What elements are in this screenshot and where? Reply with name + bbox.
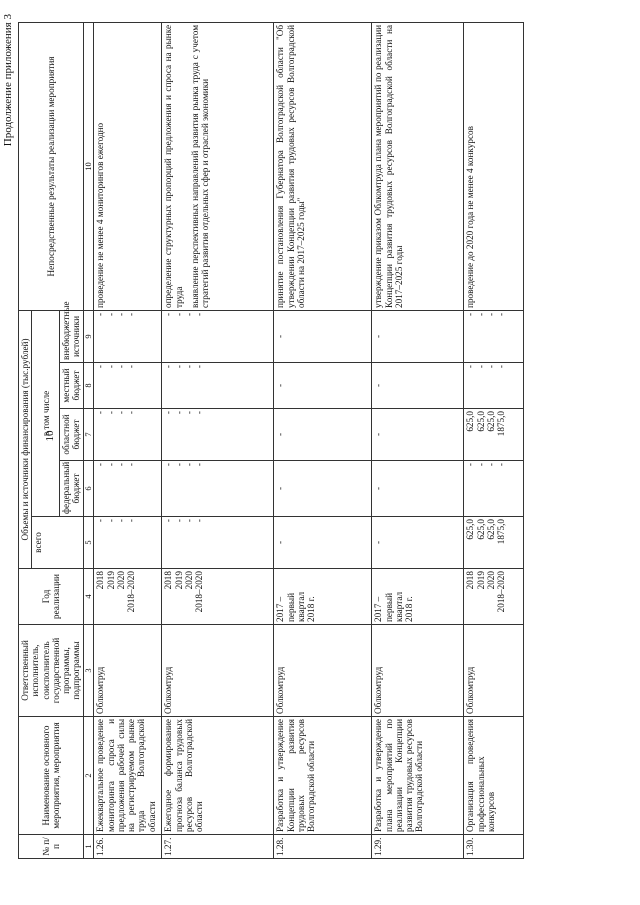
row-num: 1.27.: [162, 835, 274, 859]
header-num: № п/п: [19, 835, 84, 859]
col-number: 4: [83, 569, 94, 625]
result-text: утверждение приказом Облкомтруда плана мероприятий по реализации Концепции развития трудовых ресурсов Волгоградской области на 2017–2025 годы: [373, 24, 404, 308]
row-regional: -: [274, 409, 372, 461]
header-regional: областной бюджет: [60, 409, 84, 461]
row-years: 2017 – первый квартал 2018 г.: [372, 569, 464, 625]
result-text: проведение не менее 4 мониторингов ежегодно: [95, 122, 106, 308]
appendix-title: Продолжение приложения 3: [2, 14, 14, 147]
row-local: - - - -: [162, 363, 274, 409]
table-row: [94, 22, 162, 858]
row-name: Ежегодное формирование прогноза баланса трудовых ресурсов Волгоградской области: [162, 717, 274, 835]
row-total: -: [372, 517, 464, 569]
col-number: 6: [83, 461, 94, 517]
column-number-row: [83, 22, 94, 858]
row-federal: - - - -: [94, 461, 162, 517]
row-total: 625,0 625,0 625,0 1875,0: [464, 517, 524, 569]
row-federal: -: [372, 461, 464, 517]
header-federal: федеральный бюджет: [60, 461, 84, 517]
table-body: [94, 22, 524, 858]
row-results: [94, 22, 162, 310]
col-number: 7: [83, 409, 94, 461]
row-local: - - - -: [464, 363, 524, 409]
row-total: -: [274, 517, 372, 569]
table-row: [464, 22, 524, 858]
row-name: Организация проведения профессиональных конкурсов: [464, 717, 524, 835]
col-number: 1: [83, 835, 94, 859]
row-results: [464, 22, 524, 310]
row-results: [274, 22, 372, 310]
table-row: [274, 22, 372, 858]
row-executor: Облкомтруд: [94, 625, 162, 717]
row-name: Разработка и утверждение Концепции развития трудовых ресурсов Волгоградской области: [274, 717, 372, 835]
row-name: Разработка и утверждение плана мероприятий по реализации Концепции развития трудовых ресурсов Волгоградской области: [372, 717, 464, 835]
row-regional: -: [372, 409, 464, 461]
col-number: 5: [83, 517, 94, 569]
col-number: 10: [83, 22, 94, 310]
row-years: 2018 2019 2020 2018–2020: [94, 569, 162, 625]
row-total: - - - -: [162, 517, 274, 569]
row-executor: Облкомтруд: [162, 625, 274, 717]
row-local: -: [274, 363, 372, 409]
row-federal: - - - -: [464, 461, 524, 517]
header-results: Непосредственные результаты реализации мероприятия: [19, 22, 84, 310]
result-text: выявление перспективных направлений развития рынка труда с учетом стратегий развития отдельных сфер и отраслей экономики: [189, 24, 211, 308]
row-offbudget: - - - -: [162, 310, 274, 362]
col-number: 9: [83, 310, 94, 362]
header-funding: Объемы и источники финансирования (тыс.рублей): [19, 310, 32, 568]
row-regional: - - - -: [162, 409, 274, 461]
program-table: [18, 22, 524, 859]
col-number: 8: [83, 363, 94, 409]
row-local: -: [372, 363, 464, 409]
header-year: Год реализации: [19, 569, 84, 625]
col-number: 2: [83, 717, 94, 835]
col-number: 3: [83, 625, 94, 717]
row-local: - - - -: [94, 363, 162, 409]
result-text: определение структурных пропорций предложения и спроса на рынке труда: [163, 24, 184, 308]
row-regional: - - - -: [94, 409, 162, 461]
result-text: принятие постановления Губернатора Волгоградской области "Об утверждении Концепции развития трудовых ресурсов Волгоградской области на 2017–2025 годы": [275, 24, 306, 308]
table-row: [162, 22, 274, 858]
row-federal: - - - -: [162, 461, 274, 517]
row-offbudget: -: [274, 310, 372, 362]
row-years: 2018 2019 2020 2018–2020: [464, 569, 524, 625]
row-num: 1.28.: [274, 835, 372, 859]
table-row: [372, 22, 464, 858]
row-years: 2018 2019 2020 2018–2020: [162, 569, 274, 625]
result-text: проведение до 2020 года не менее 4 конкурсов: [465, 126, 476, 308]
row-federal: -: [274, 461, 372, 517]
row-name: Ежеквартальное проведение мониторинга спроса и предложения рабочей силы на регистрируемом рынке труда Волгоградской области: [94, 717, 162, 835]
header-total: всего: [32, 517, 83, 569]
header-incl: в том числе: [32, 310, 60, 516]
row-num: 1.29.: [372, 835, 464, 859]
row-offbudget: - - - -: [464, 310, 524, 362]
header-name: Наименование основного мероприятия, мероприятия: [19, 717, 84, 835]
header-executor: Ответственный исполнитель, соисполнитель государственной программы, подпрограммы: [19, 625, 84, 717]
row-regional: 625,0 625,0 625,0 1875,0: [464, 409, 524, 461]
row-executor: Облкомтруд: [372, 625, 464, 717]
row-years: 2017 – первый квартал 2018 г.: [274, 569, 372, 625]
row-executor: Облкомтруд: [274, 625, 372, 717]
row-results: [162, 22, 274, 310]
row-offbudget: - - - -: [94, 310, 162, 362]
page-number: 10: [44, 430, 56, 442]
row-results: [372, 22, 464, 310]
header-local: местный бюджет: [60, 363, 84, 409]
row-offbudget: -: [372, 310, 464, 362]
row-num: 1.26.: [94, 835, 162, 859]
row-executor: Облкомтруд: [464, 625, 524, 717]
header-offbudget: внебюджетные источники: [60, 310, 84, 362]
row-total: - - - -: [94, 517, 162, 569]
row-num: 1.30.: [464, 835, 524, 859]
